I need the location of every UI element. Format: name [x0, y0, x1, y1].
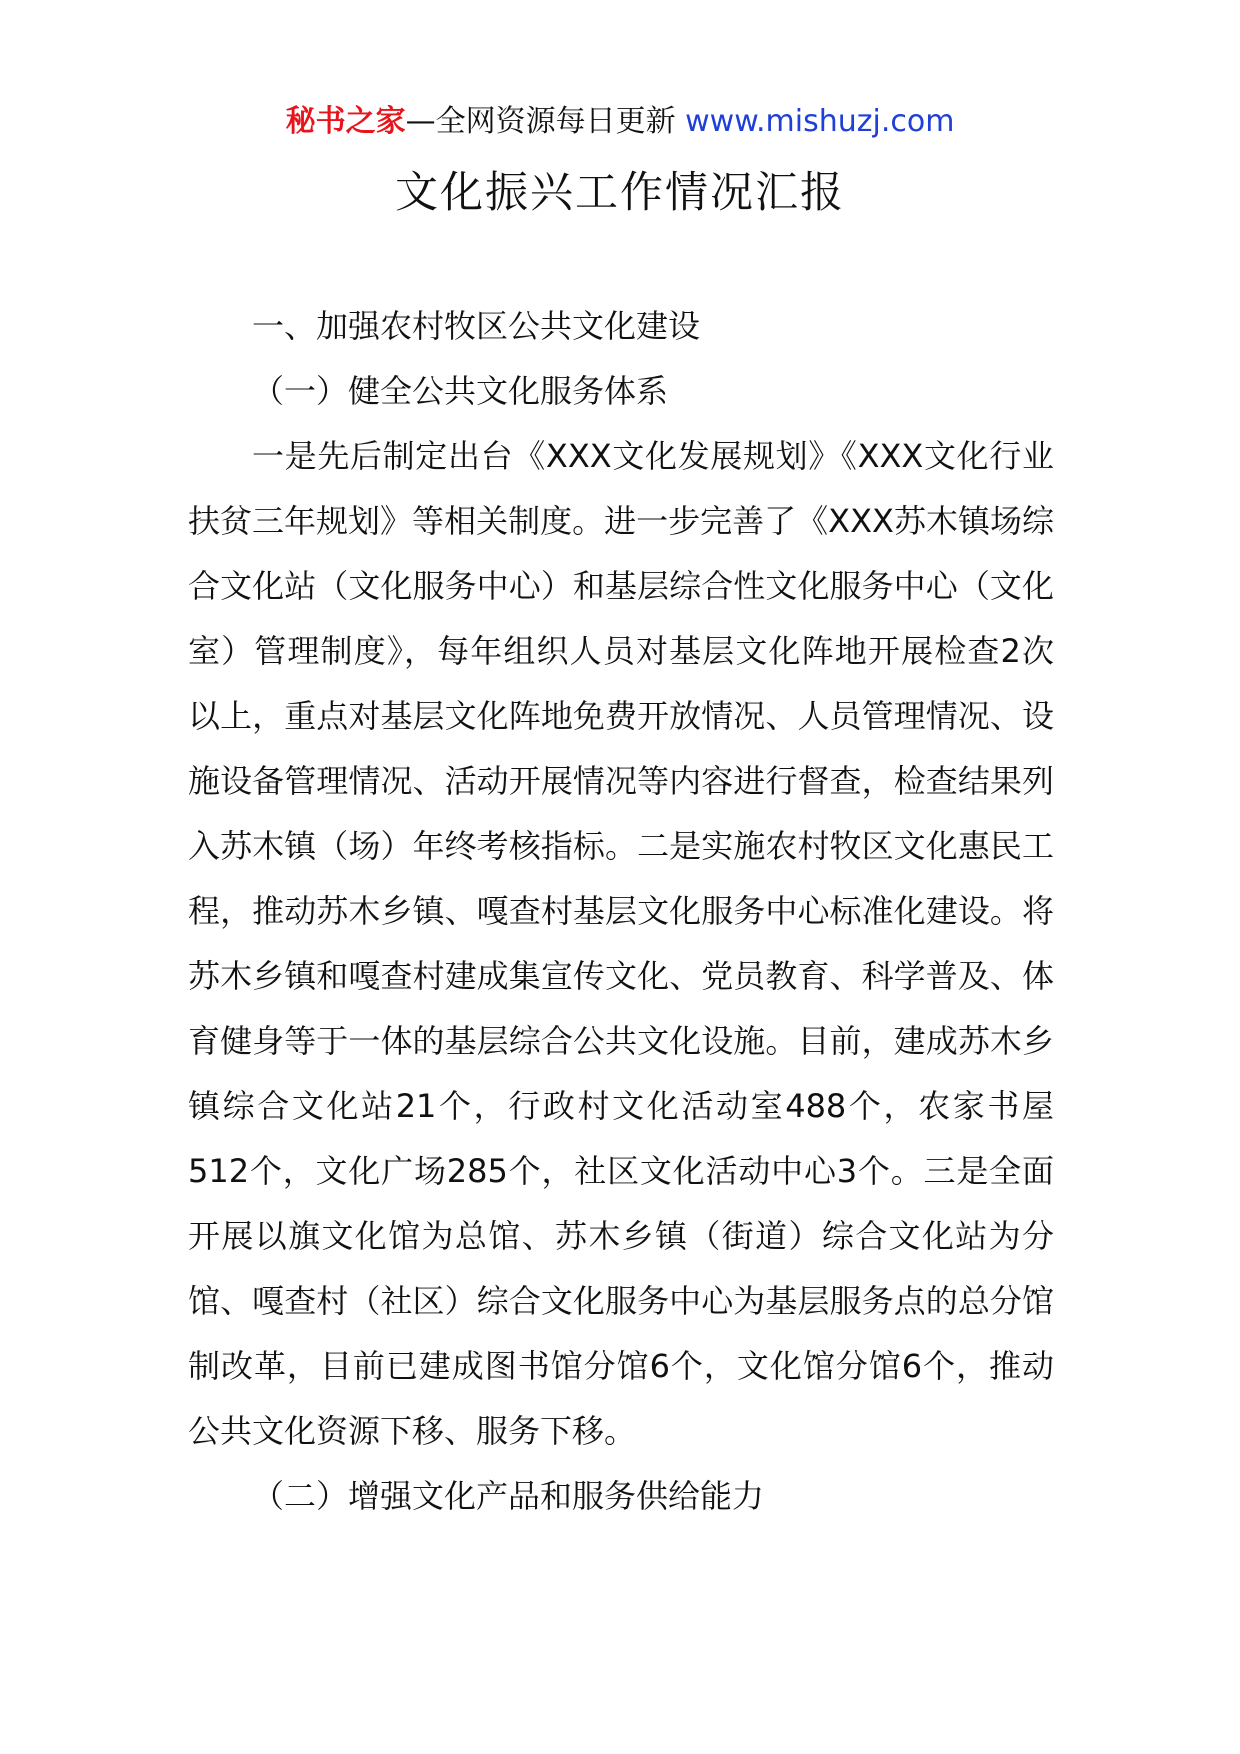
document-title: 文化振兴工作情况汇报: [395, 168, 845, 218]
section-heading: 一、加强农村牧区公共文化建设: [252, 307, 701, 345]
subsection-heading: （一）健全公共文化服务体系: [252, 372, 669, 410]
body-paragraph: 一是先后制定出台《XXX文化发展规划》《XXX文化行业扶贫三年规划》等相关制度。进一步完善了《XXX苏木镇场综合文化站（文化服务中心）和基层综合性文化服务中心（文化室）管理制度》，每年组织人员对基层文化阵地开展检查2次以上，重点对基层文化阵地免费开放情况、人员管理情况、设施设备管理情况、活动开展情况等内容进行督查，检查结果列入苏木镇（场）年终考核指标。二是实施农村牧区文化惠民工程，推动苏木乡镇、嘎查村基层文化服务中心标准化建设。将苏木乡镇和嘎查村建成集宣传文化、党员教育、科学普及、体育健身等于一体的基层综合公共文化设施。目前，建成苏木乡镇综合文化站21个，行政村文化活动室488个，农家书屋512个，文化广场285个，社区文化活动中心3个。三是全面开展以旗文化馆为总馆、苏木乡镇（街道）综合文化站为分馆、嘎查村（社区）综合文化服务中心为基层服务点的总分馆制改革，目前已建成图书馆分馆6个，文化馆分馆6个，推动公共文化资源下移、服务下移。: [188, 437, 1054, 1450]
document-body: [188, 294, 1054, 1529]
header-tagline: —全网资源每日更新: [405, 104, 676, 139]
brand-name: 秘书之家: [285, 104, 406, 139]
watermark-header: [0, 102, 1240, 142]
subsection-heading: （二）增强文化产品和服务供给能力: [252, 1477, 765, 1515]
site-link[interactable]: www.mishuzj.com: [685, 104, 955, 139]
